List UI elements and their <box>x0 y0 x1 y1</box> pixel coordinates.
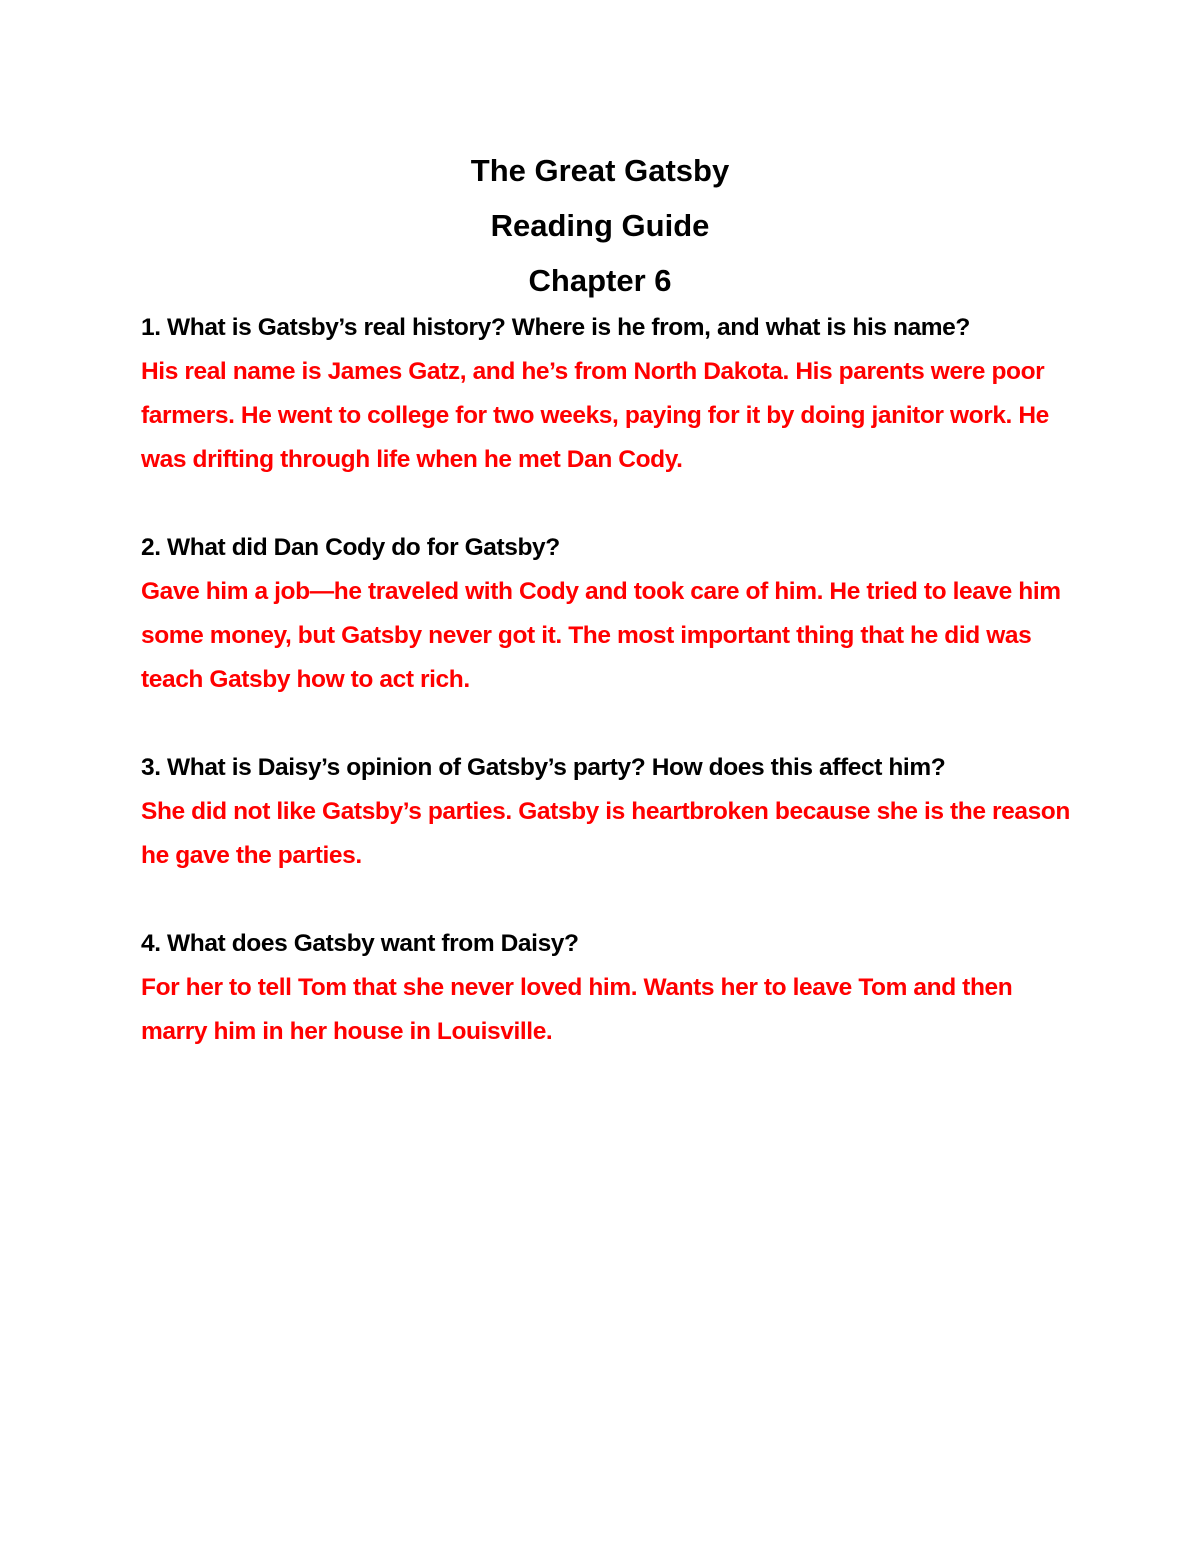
question-4: 4. What does Gatsby want from Daisy? <box>141 930 579 957</box>
qa-item-2 <box>141 526 1076 702</box>
chapter-heading: Chapter 6 <box>528 263 672 298</box>
answer-2: Gave him a job—he traveled with Cody and took care of him. He tried to leave him some money, but Gatsby never got it. The most important thing that he did was teach Gatsby how to act rich. <box>141 578 1061 693</box>
qa-item-3 <box>141 746 1076 878</box>
qa-item-1 <box>141 306 1076 482</box>
question-list <box>141 306 1076 1098</box>
question-3: 3. What is Daisy’s opinion of Gatsby’s party? How does this affect him? <box>141 754 946 781</box>
title-block <box>0 143 1200 308</box>
question-2: 2. What did Dan Cody do for Gatsby? <box>141 534 560 561</box>
answer-1: His real name is James Gatz, and he’s from North Dakota. His parents were poor farmers. He went to college for two weeks, paying for it by doing janitor work. He was drifting through life when he met Dan Cody. <box>141 358 1049 473</box>
question-1: 1. What is Gatsby’s real history? Where is he from, and what is his name? <box>141 314 970 341</box>
answer-3: She did not like Gatsby’s parties. Gatsby is heartbroken because she is the reason he gave the parties. <box>141 798 1070 869</box>
answer-4: For her to tell Tom that she never loved him. Wants her to leave Tom and then marry him in her house in Louisville. <box>141 974 1013 1045</box>
document-title: The Great Gatsby <box>470 153 730 188</box>
qa-item-4 <box>141 922 1076 1054</box>
document-subtitle: Reading Guide <box>490 208 710 243</box>
